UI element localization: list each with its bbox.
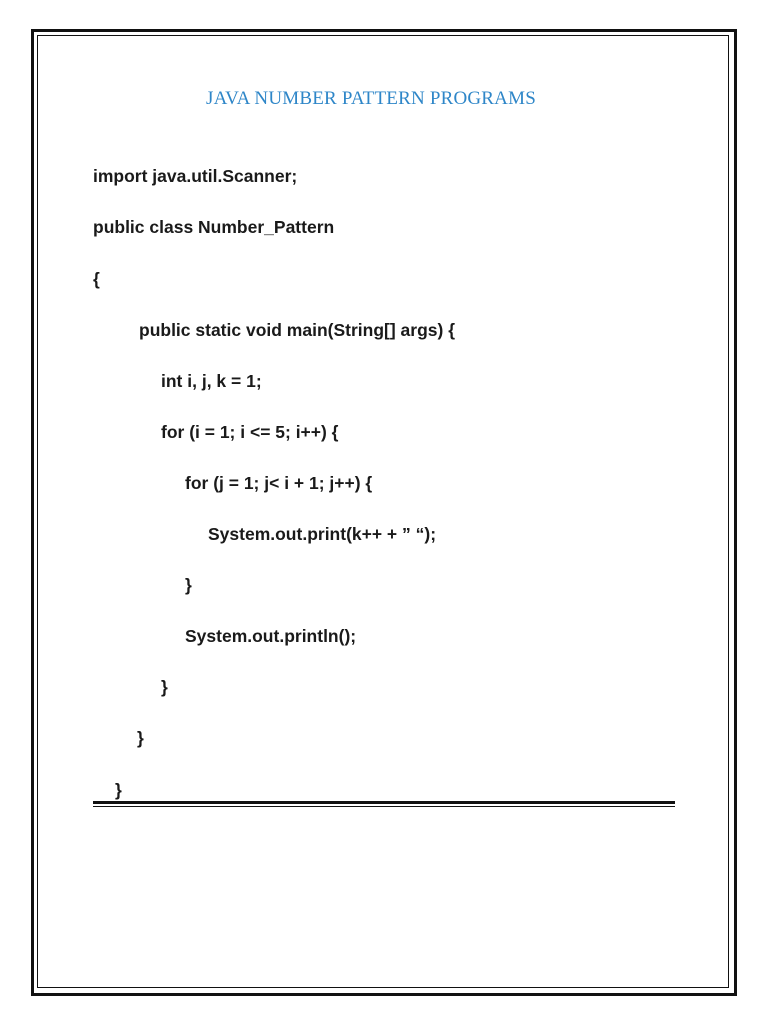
code-line-println-statement: System.out.println();: [185, 626, 357, 646]
horizontal-rule-thin: [93, 806, 675, 807]
code-line-class-close-brace: }: [115, 780, 122, 800]
code-line-outer-for-loop: for (i = 1; i <= 5; i++) {: [161, 422, 339, 442]
code-line-print-statement: System.out.print(k++ + ” “);: [208, 524, 437, 544]
code-line-method-close-brace: }: [137, 728, 144, 748]
code-line-main-method: public static void main(String[] args) {: [139, 320, 456, 340]
code-line-class-declaration: public class Number_Pattern: [93, 217, 335, 237]
code-line-import: import java.util.Scanner;: [93, 166, 298, 186]
code-line-variable-declaration: int i, j, k = 1;: [161, 371, 262, 391]
code-line-inner-for-loop: for (j = 1; j< i + 1; j++) {: [185, 473, 373, 493]
page-title: JAVA NUMBER PATTERN PROGRAMS: [206, 88, 536, 109]
horizontal-rule-thick: [93, 801, 675, 804]
code-line-class-open-brace: {: [93, 269, 100, 289]
code-line-inner-loop-close-brace: }: [185, 575, 192, 595]
code-line-outer-loop-close-brace: }: [161, 677, 168, 697]
